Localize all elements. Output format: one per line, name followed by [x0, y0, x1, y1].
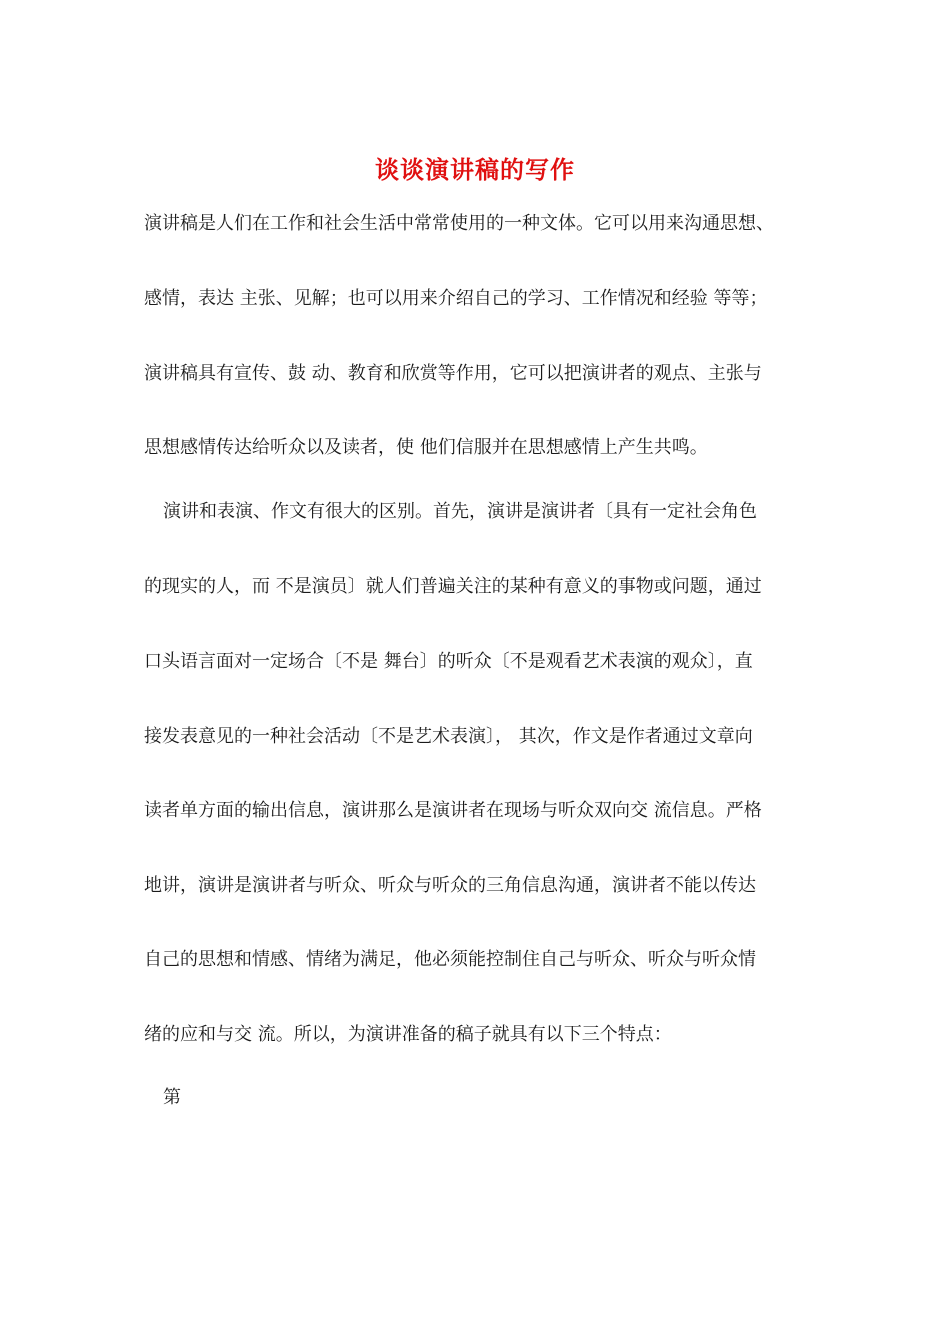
- paragraph-line: 绪的应和与交 流。所以，为演讲准备的稿子就具有以下三个特点：: [144, 1024, 672, 1045]
- paragraph-line: 思想感情传达给听众以及读者，使 他们信服并在思想感情上产生共鸣。: [144, 437, 708, 458]
- paragraph-line: 演讲稿是人们在工作和社会生活中常常使用的一种文体。它可以用来沟通思想、: [144, 213, 774, 234]
- paragraph-line: 演讲稿具有宣传、鼓 动、教育和欣赏等作用，它可以把演讲者的观点、主张与: [144, 363, 762, 384]
- paragraph-line: 地讲，演讲是演讲者与听众、听众与听众的三角信息沟通，演讲者不能以传达: [144, 875, 756, 896]
- paragraph-line: 读者单方面的输出信息，演讲那么是演讲者在现场与听众双向交 流信息。严格: [144, 800, 762, 821]
- paragraph-line: 的现实的人，而 不是演员〕就人们普遍关注的某种有意义的事物或问题，通过: [144, 576, 762, 597]
- document-title: 谈谈演讲稿的写作: [375, 155, 575, 184]
- paragraph-line: 第: [163, 1087, 181, 1108]
- paragraph-line: 演讲和表演、作文有很大的区别。首先，演讲是演讲者〔具有一定社会角色: [163, 501, 757, 522]
- paragraph-line: 口头语言面对一定场合〔不是 舞台〕的听众〔不是观看艺术表演的观众〕，直: [144, 651, 753, 672]
- paragraph-line: 接发表意见的一种社会活动〔不是艺术表演〕， 其次，作文是作者通过文章向: [144, 726, 753, 747]
- paragraph-line: 自己的思想和情感、情绪为满足，他必须能控制住自己与听众、听众与听众情: [144, 949, 756, 970]
- paragraph-line: 感情，表达 主张、见解；也可以用来介绍自己的学习、工作情况和经验 等等；: [144, 288, 768, 309]
